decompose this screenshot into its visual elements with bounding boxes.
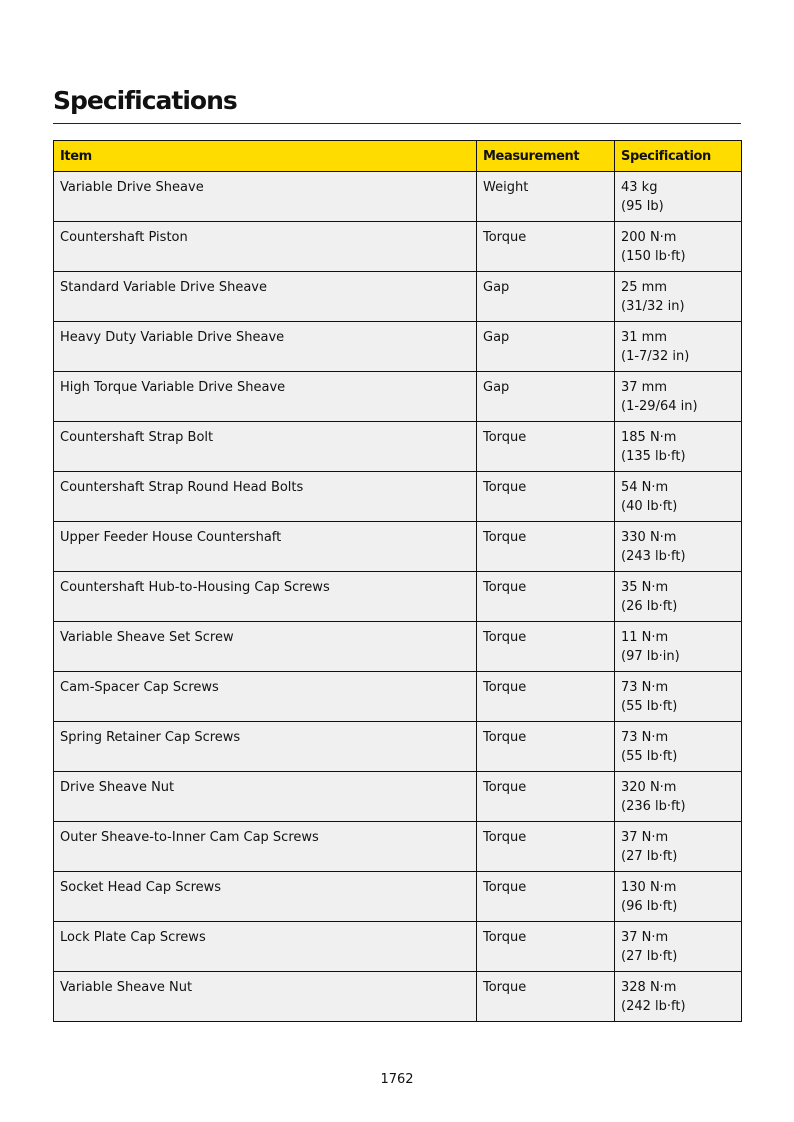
page-title: Specifications — [53, 86, 237, 115]
table-row — [54, 822, 742, 872]
cell-item: Drive Sheave Nut — [54, 772, 477, 822]
spec-imperial: (135 lb·ft) — [621, 449, 686, 464]
table-row — [54, 572, 742, 622]
cell-measurement: Weight — [477, 172, 615, 222]
cell-measurement: Gap — [477, 272, 615, 322]
cell-item: High Torque Variable Drive Sheave — [54, 372, 477, 422]
spec-metric: 25 mm — [621, 280, 668, 295]
spec-imperial: (236 lb·ft) — [621, 799, 686, 814]
cell-measurement: Torque — [477, 672, 615, 722]
table-header-row — [54, 141, 742, 172]
spec-metric: 330 N·m — [621, 530, 677, 545]
cell-specification — [615, 322, 742, 372]
spec-metric: 54 N·m — [621, 480, 669, 495]
header-measurement: Measurement — [477, 141, 615, 172]
spec-imperial: (31/32 in) — [621, 299, 685, 314]
table-row — [54, 422, 742, 472]
cell-measurement: Torque — [477, 772, 615, 822]
header-item: Item — [54, 141, 477, 172]
cell-specification — [615, 972, 742, 1022]
cell-specification — [615, 672, 742, 722]
spec-metric: 43 kg — [621, 180, 658, 195]
cell-measurement: Torque — [477, 972, 615, 1022]
spec-imperial: (97 lb·in) — [621, 649, 680, 664]
cell-item: Lock Plate Cap Screws — [54, 922, 477, 972]
spec-metric: 35 N·m — [621, 580, 669, 595]
cell-item: Countershaft Piston — [54, 222, 477, 272]
table-row — [54, 672, 742, 722]
cell-item: Outer Sheave-to-Inner Cam Cap Screws — [54, 822, 477, 872]
cell-specification — [615, 222, 742, 272]
spec-imperial: (1-7/32 in) — [621, 349, 690, 364]
cell-item: Variable Drive Sheave — [54, 172, 477, 222]
cell-specification — [615, 272, 742, 322]
table-row — [54, 872, 742, 922]
spec-metric: 130 N·m — [621, 880, 677, 895]
table-row — [54, 622, 742, 672]
cell-measurement: Torque — [477, 622, 615, 672]
cell-measurement: Torque — [477, 922, 615, 972]
cell-item: Standard Variable Drive Sheave — [54, 272, 477, 322]
cell-item: Socket Head Cap Screws — [54, 872, 477, 922]
cell-item: Heavy Duty Variable Drive Sheave — [54, 322, 477, 372]
cell-measurement: Gap — [477, 322, 615, 372]
table-row — [54, 372, 742, 422]
spec-imperial: (27 lb·ft) — [621, 849, 678, 864]
cell-item: Variable Sheave Nut — [54, 972, 477, 1022]
spec-metric: 11 N·m — [621, 630, 669, 645]
spec-metric: 185 N·m — [621, 430, 677, 445]
spec-metric: 328 N·m — [621, 980, 677, 995]
cell-measurement: Torque — [477, 872, 615, 922]
cell-item: Countershaft Strap Bolt — [54, 422, 477, 472]
spec-imperial: (1-29/64 in) — [621, 399, 698, 414]
table-row — [54, 522, 742, 572]
table-row — [54, 972, 742, 1022]
spec-imperial: (243 lb·ft) — [621, 549, 686, 564]
cell-specification — [615, 172, 742, 222]
specifications-table — [53, 140, 742, 1022]
cell-specification — [615, 772, 742, 822]
spec-imperial: (242 lb·ft) — [621, 999, 686, 1014]
table-row — [54, 172, 742, 222]
cell-specification — [615, 472, 742, 522]
spec-imperial: (96 lb·ft) — [621, 899, 678, 914]
title-rule — [53, 123, 741, 124]
spec-imperial: (95 lb) — [621, 199, 664, 214]
cell-measurement: Torque — [477, 522, 615, 572]
cell-specification — [615, 572, 742, 622]
spec-metric: 200 N·m — [621, 230, 677, 245]
cell-item: Cam-Spacer Cap Screws — [54, 672, 477, 722]
spec-metric: 73 N·m — [621, 730, 669, 745]
cell-specification — [615, 822, 742, 872]
header-specification: Specification — [615, 141, 742, 172]
cell-specification — [615, 622, 742, 672]
table-row — [54, 222, 742, 272]
cell-specification — [615, 872, 742, 922]
table-row — [54, 772, 742, 822]
cell-specification — [615, 522, 742, 572]
cell-measurement: Torque — [477, 572, 615, 622]
table-row — [54, 272, 742, 322]
spec-metric: 37 N·m — [621, 830, 669, 845]
cell-item: Upper Feeder House Countershaft — [54, 522, 477, 572]
spec-imperial: (55 lb·ft) — [621, 749, 678, 764]
cell-specification — [615, 722, 742, 772]
spec-metric: 37 N·m — [621, 930, 669, 945]
cell-item: Variable Sheave Set Screw — [54, 622, 477, 672]
cell-measurement: Gap — [477, 372, 615, 422]
table-body — [54, 172, 742, 1022]
cell-measurement: Torque — [477, 822, 615, 872]
spec-imperial: (150 lb·ft) — [621, 249, 686, 264]
table-row — [54, 322, 742, 372]
table-row — [54, 722, 742, 772]
table-row — [54, 922, 742, 972]
cell-measurement: Torque — [477, 422, 615, 472]
spec-metric: 31 mm — [621, 330, 668, 345]
table-row — [54, 472, 742, 522]
spec-metric: 320 N·m — [621, 780, 677, 795]
spec-imperial: (40 lb·ft) — [621, 499, 678, 514]
cell-measurement: Torque — [477, 472, 615, 522]
cell-item: Spring Retainer Cap Screws — [54, 722, 477, 772]
spec-imperial: (26 lb·ft) — [621, 599, 678, 614]
cell-specification — [615, 422, 742, 472]
spec-imperial: (55 lb·ft) — [621, 699, 678, 714]
cell-measurement: Torque — [477, 722, 615, 772]
cell-item: Countershaft Strap Round Head Bolts — [54, 472, 477, 522]
page-number: 1762 — [380, 1072, 414, 1087]
spec-metric: 37 mm — [621, 380, 668, 395]
cell-specification — [615, 922, 742, 972]
cell-item: Countershaft Hub-to-Housing Cap Screws — [54, 572, 477, 622]
spec-metric: 73 N·m — [621, 680, 669, 695]
spec-imperial: (27 lb·ft) — [621, 949, 678, 964]
cell-measurement: Torque — [477, 222, 615, 272]
cell-specification — [615, 372, 742, 422]
